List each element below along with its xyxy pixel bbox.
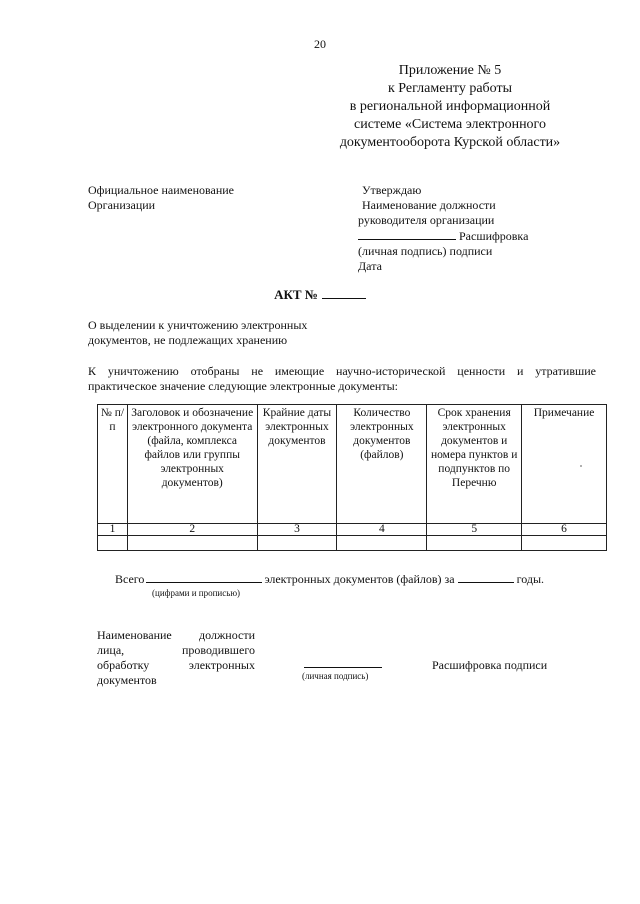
signature-hint: (личная подпись) подписи <box>358 244 493 258</box>
header-note: Примечание <box>522 405 607 524</box>
date-label: Дата <box>358 259 382 273</box>
signature-underline <box>358 228 456 240</box>
personal-signature-hint: (личная подпись) <box>302 671 369 681</box>
header-title: Заголовок и обозначение электронного документа (файла, комплекса файлов или группы электронных документов) <box>127 405 257 524</box>
total-line <box>115 571 544 587</box>
selection-subject <box>88 318 307 348</box>
position-line-1: Наименование должности <box>362 198 496 212</box>
signatory-word: обработку <box>97 658 150 672</box>
signatory-word: должности <box>199 628 255 642</box>
signature-decode: Расшифровка подписи <box>432 658 548 672</box>
total-hint: (цифрами и прописью) <box>152 588 241 598</box>
column-number-cell: 5 <box>427 524 522 536</box>
table-cell <box>427 536 522 551</box>
appendix-line-5: документооборота Курской области» <box>339 135 561 150</box>
signatory-row-2 <box>97 643 255 658</box>
act-title-text: АКТ № <box>274 287 318 302</box>
approve-label: Утверждаю <box>362 183 422 197</box>
signature-row <box>358 228 528 244</box>
table-cell <box>257 536 337 551</box>
signatory-word: Наименование <box>97 628 172 642</box>
documents-table <box>97 404 607 551</box>
act-number-blank <box>322 287 366 299</box>
act-title <box>0 287 640 303</box>
header-quantity: Количество электронных документов (файлов) <box>337 405 427 524</box>
signatory-word: лица, <box>97 643 125 657</box>
table-cell <box>127 536 257 551</box>
table-header-row <box>98 405 607 524</box>
table-cell <box>98 536 128 551</box>
personal-signature-line <box>304 656 382 668</box>
column-number-row <box>98 524 607 536</box>
organization-line-2: Организации <box>88 198 156 212</box>
decode-label: Расшифровка <box>459 229 529 243</box>
signatory-word: электронных <box>188 658 255 672</box>
column-number-cell: 6 <box>522 524 607 536</box>
table-cell <box>522 536 607 551</box>
position-line-2: руководителя организации <box>358 213 495 227</box>
column-number-cell: 3 <box>257 524 337 536</box>
signatory-row-4: документов <box>97 673 157 687</box>
signatory-row-1 <box>97 628 255 643</box>
table-row <box>98 536 607 551</box>
total-middle: электронных документов (файлов) за <box>264 572 455 586</box>
organization-line-1: Официальное наименование <box>88 183 235 197</box>
appendix-line-3: в региональной информационной <box>349 99 551 114</box>
page-number: 20 <box>314 37 326 51</box>
appendix-heading <box>300 62 600 152</box>
selection-line-1: О выделении к уничтожению электронных <box>88 318 308 332</box>
table-cell <box>337 536 427 551</box>
column-number-cell: 4 <box>337 524 427 536</box>
scan-speck <box>580 465 582 467</box>
column-number-cell: 1 <box>98 524 128 536</box>
selection-line-2: документов, не подлежащих хранению <box>88 333 288 347</box>
header-dates: Крайние даты электронных документов <box>257 405 337 524</box>
organization-block <box>88 183 234 213</box>
column-number-cell: 2 <box>127 524 257 536</box>
signatory-row-3 <box>97 658 255 673</box>
approval-block <box>358 183 528 274</box>
appendix-line-4: системе «Система электронного <box>354 117 546 132</box>
signatory-block <box>97 628 255 688</box>
signatory-word: проводившего <box>181 643 255 657</box>
total-prefix: Всего <box>115 572 145 586</box>
total-years-blank <box>458 571 514 583</box>
appendix-line-1: Приложение № 5 <box>398 63 502 78</box>
total-suffix: годы. <box>516 572 545 586</box>
appendix-line-2: к Регламенту работы <box>387 81 513 96</box>
header-retention: Срок хранения электронных документов и номера пунктов и подпунктов по Перечню <box>427 405 522 524</box>
intro-paragraph: К уничтожению отобраны не имеющие научно-исторической ценности и утратившие практическое значение следующие электронные документы: <box>88 364 596 393</box>
header-number: № п/п <box>98 405 128 524</box>
total-count-blank <box>146 571 262 583</box>
